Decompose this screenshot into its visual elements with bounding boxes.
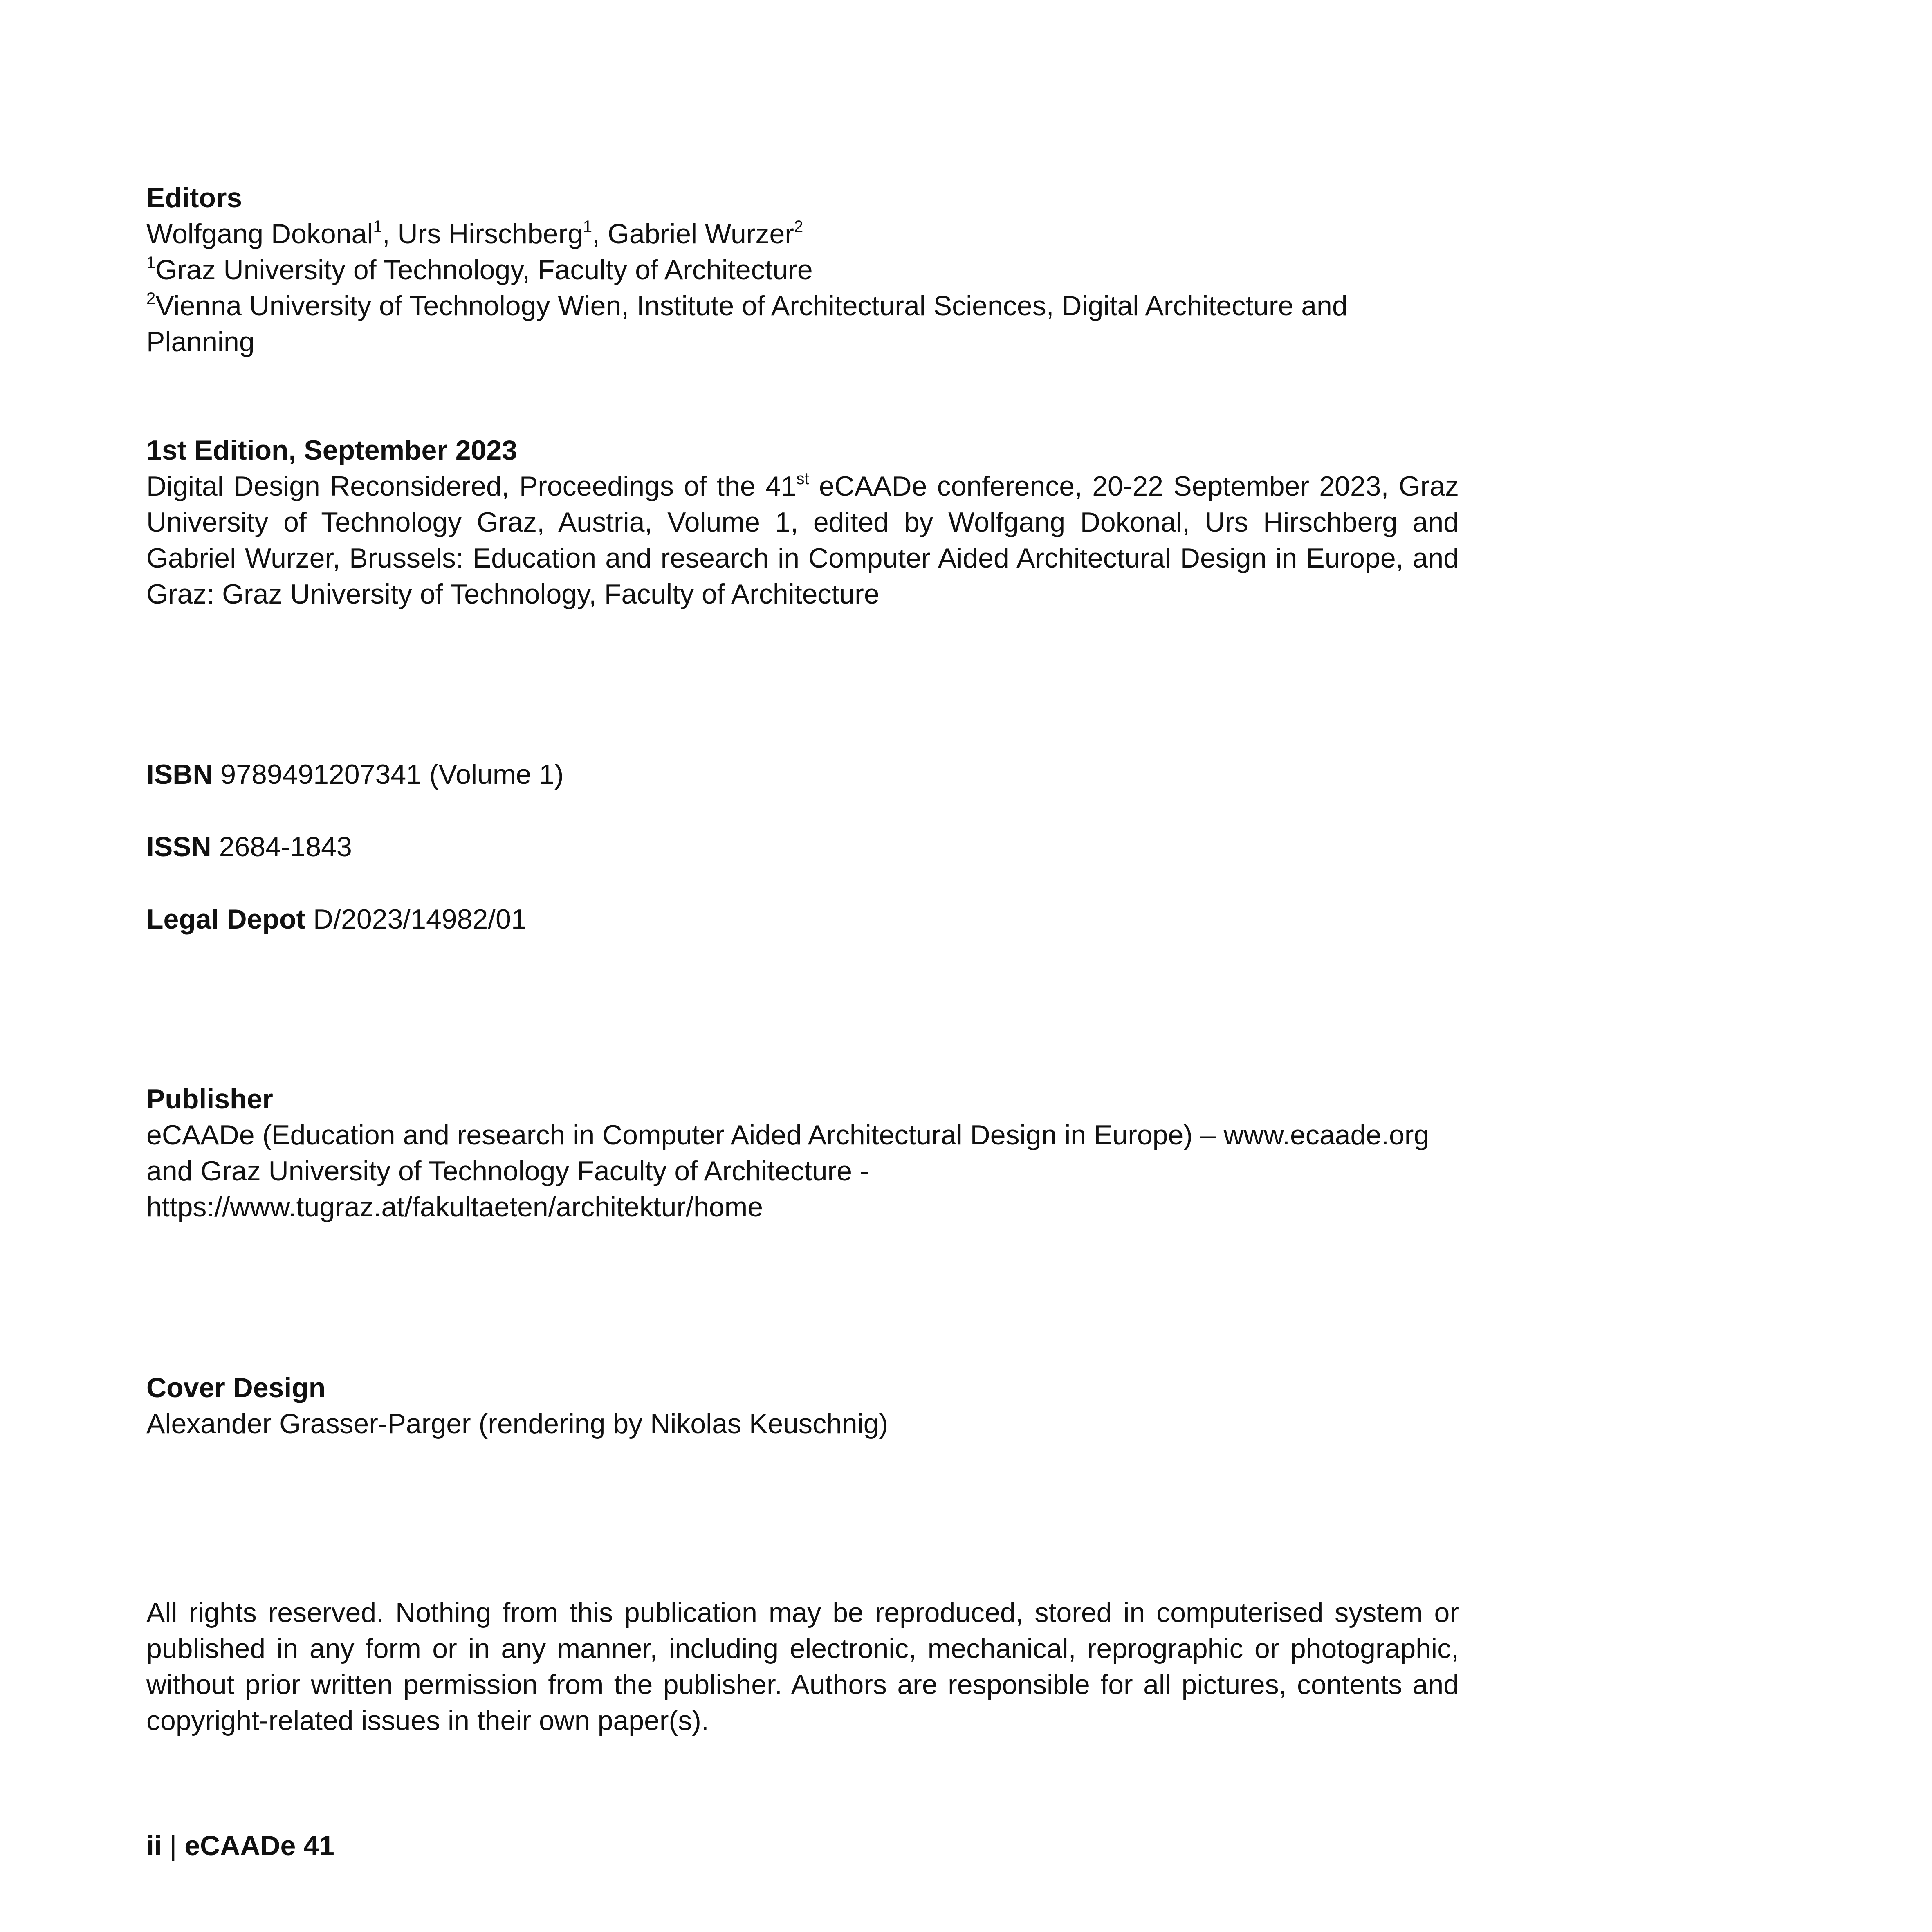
rights-text: All rights reserved. Nothing from this publication may be reproduced, stored in computerised system or published in any form or in any manner, including electronic, mechanical, reprographic or photographic, without prior written permission from the publisher. Authors are responsible for all pictures, contents and copyright-related issues in their own paper(s). [146,1597,1459,1736]
publisher-heading: Publisher [146,1084,273,1115]
issn-value: 2684-1843 [211,831,352,862]
cover-design-heading: Cover Design [146,1372,326,1403]
editor-sup: 1 [583,218,592,236]
affiliation-text: Graz University of Technology, Faculty of Architecture [155,254,813,285]
editor-name: Gabriel Wurzer [607,218,794,249]
footer-title: eCAADe 41 [184,1830,334,1861]
publisher-section [146,1081,1459,1225]
isbn-label: ISBN [146,759,213,790]
editor-separator: , [592,218,608,249]
publisher-line: eCAADe (Education and research in Computer Aided Architectural Design in Europe) – www.ecaade.org [146,1120,1429,1151]
isbn-value: 9789491207341 (Volume 1) [213,759,564,790]
editor-sup: 2 [794,218,803,236]
legal-depot-label: Legal Depot [146,904,306,935]
issn-line [146,829,1459,865]
identifiers-section [146,756,1459,937]
page-number: ii [146,1830,162,1861]
editors-section [146,180,1459,360]
edition-heading: 1st Edition, September 2023 [146,435,517,466]
affiliation-text: Vienna University of Technology Wien, Institute of Architectural Sciences, Digital Architecture and Planning [146,290,1348,357]
affiliation-sup: 1 [146,254,156,272]
issn-label: ISSN [146,831,211,862]
citation-ordinal-sup: st [796,470,809,488]
affiliation-line [146,288,1459,360]
citation-part: eCAADe conference, 20-22 September 2023, Graz University of Technology Graz, Austria, Volume 1, edited by Wolfgang Dokonal, Urs Hirschberg and Gabriel Wurzer, Brussels: Education and research in Computer Aided Architectural Design in Europe, and Graz: Graz University of Technology, Faculty of Architecture [146,471,1459,610]
legal-depot-value: D/2023/14982/01 [305,904,527,935]
legal-depot-line [146,901,1459,937]
isbn-line [146,756,1459,792]
cover-design-text: Alexander Grasser-Parger (rendering by Nikolas Keuschnig) [146,1408,889,1439]
rights-section [146,1595,1459,1739]
editors-heading: Editors [146,182,242,213]
editors-names [146,216,1459,252]
publisher-line: and Graz University of Technology Faculty of Architecture - [146,1156,869,1187]
affiliation-line [146,252,1459,288]
editor-name: Wolfgang Dokonal [146,218,373,249]
citation-part: Digital Design Reconsidered, Proceedings of the 41 [146,471,797,502]
page-footer [146,1828,334,1864]
editor-separator: , [382,218,398,249]
affiliation-sup: 2 [146,289,156,307]
editor-sup: 1 [373,218,382,236]
edition-section [146,432,1459,612]
footer-separator: | [169,1830,177,1861]
publisher-line: https://www.tugraz.at/fakultaeten/architektur/home [146,1192,763,1223]
edition-citation [146,468,1459,612]
editor-name: Urs Hirschberg [397,218,583,249]
cover-design-section [146,1370,1459,1442]
